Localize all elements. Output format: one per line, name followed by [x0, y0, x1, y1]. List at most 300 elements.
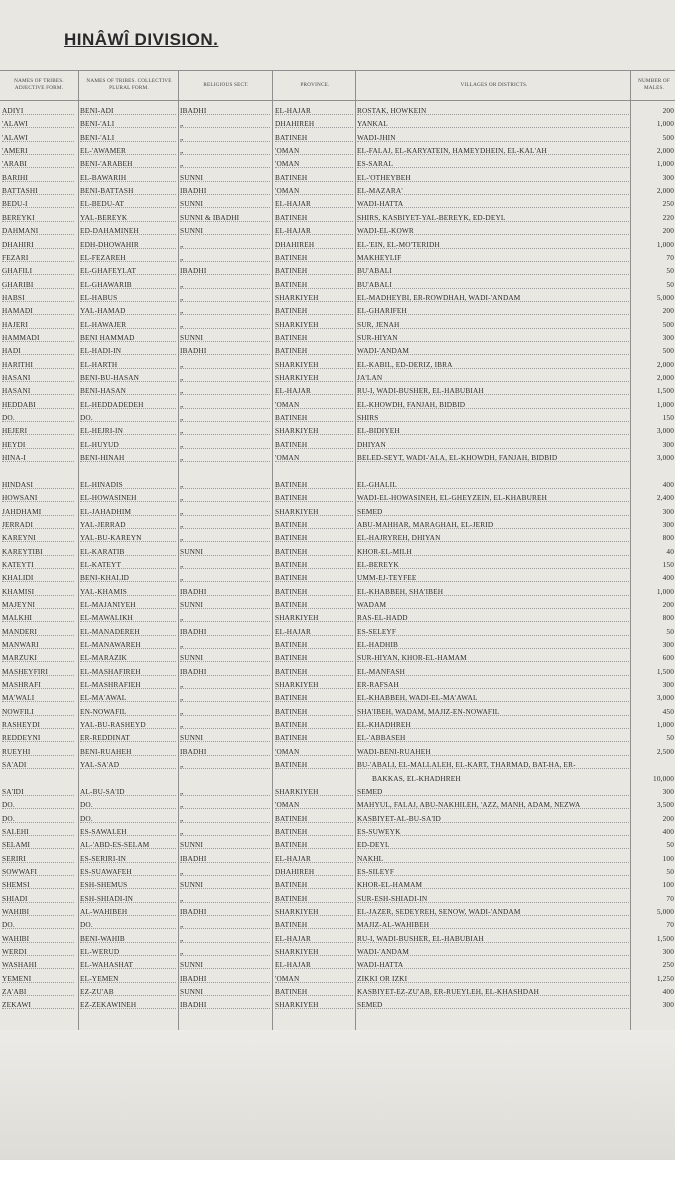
- cell-villages: MAKHEYLIF: [357, 251, 629, 262]
- cell-province: EL-HAJAR: [275, 384, 353, 395]
- cell-villages: UMM-EJ-TEYFEE: [357, 571, 629, 582]
- cell-province: EL-HAJAR: [275, 625, 353, 636]
- cell-province: 'OMAN: [275, 398, 353, 409]
- cell-adjective: JAHDHAMI: [2, 505, 74, 516]
- cell-adjective: 'ALAWI: [2, 117, 74, 128]
- cell-sect: „: [180, 384, 270, 395]
- cell-sect: „: [180, 705, 270, 716]
- cell-province: EL-HAJAR: [275, 104, 353, 115]
- cell-males: 400: [662, 573, 674, 583]
- cell-adjective: MARZUKI: [2, 651, 74, 662]
- cell-province: BATINEH: [275, 691, 353, 702]
- cell-plural: EL-JAHADHIM: [80, 505, 176, 516]
- cell-province: 'OMAN: [275, 451, 353, 462]
- table-row: [0, 625, 675, 639]
- cell-villages: BAKKAS, EL-KHADHREH: [372, 773, 461, 783]
- cell-province: 'OMAN: [275, 798, 353, 809]
- cell-sect: „: [180, 424, 270, 435]
- cell-sect: „: [180, 691, 270, 702]
- cell-males: 450: [662, 706, 674, 716]
- cell-males: 2,500: [656, 746, 674, 756]
- cell-province: BATINEH: [275, 131, 353, 142]
- cell-villages: WADI-HATTA: [357, 197, 629, 208]
- cell-adjective: BEDU-I: [2, 197, 74, 208]
- cell-adjective: HEDDABI: [2, 398, 74, 409]
- cell-villages: WADI-'ANDAM: [357, 344, 629, 355]
- cell-villages: SUR-HIYAN: [357, 331, 629, 342]
- cell-sect: „: [180, 411, 270, 422]
- cell-province: BATINEH: [275, 331, 353, 342]
- cell-sect: SUNNI: [180, 171, 270, 182]
- table-top-rule: [0, 70, 675, 71]
- cell-province: SHARKIYEH: [275, 611, 353, 622]
- cell-villages: WADI-EL-KOWR: [357, 224, 629, 235]
- cell-sect: „: [180, 131, 270, 142]
- table-row: [0, 892, 675, 906]
- table-row: [0, 424, 675, 438]
- table-row: [0, 384, 675, 398]
- cell-males: 1,250: [656, 973, 674, 983]
- cell-province: 'OMAN: [275, 972, 353, 983]
- cell-adjective: HARITHI: [2, 358, 74, 369]
- table-row: [0, 318, 675, 332]
- cell-adjective: SELAMI: [2, 838, 74, 849]
- cell-males: 800: [662, 613, 674, 623]
- cell-sect: SUNNI: [180, 878, 270, 889]
- cell-province: BATINEH: [275, 731, 353, 742]
- cell-adjective: HINDASI: [2, 478, 74, 489]
- cell-males: 3,000: [656, 426, 674, 436]
- cell-plural: BENI-'ALI: [80, 131, 176, 142]
- cell-province: BATINEH: [275, 251, 353, 262]
- cell-sect: „: [180, 785, 270, 796]
- header-sect: RELIGIOUS SECT.: [203, 82, 249, 88]
- cell-villages: ES-SILEYF: [357, 865, 629, 876]
- cell-province: DHAHIREH: [275, 117, 353, 128]
- table-row: [0, 758, 675, 772]
- table-row: [0, 358, 675, 372]
- cell-sect: „: [180, 251, 270, 262]
- cell-province: BATINEH: [275, 264, 353, 275]
- cell-plural: YAL-BU-KAREYN: [80, 531, 176, 542]
- cell-villages: SUR-HIYAN, KHOR-EL-HAMAM: [357, 651, 629, 662]
- cell-sect: „: [180, 918, 270, 929]
- cell-males: 2,000: [656, 146, 674, 156]
- table-row-continuation: [0, 772, 675, 786]
- cell-plural: ESH-SHEMUS: [80, 878, 176, 889]
- table-row: [0, 972, 675, 986]
- cell-plural: EL-MARAZIK: [80, 651, 176, 662]
- cell-males: 800: [662, 533, 674, 543]
- cell-villages: SHA'IBEH, WADAM, MAJIZ-EN-NOWAFIL: [357, 705, 629, 716]
- cell-sect: IBADHI: [180, 998, 270, 1009]
- cell-province: 'OMAN: [275, 184, 353, 195]
- cell-plural: EL-HEJRI-IN: [80, 424, 176, 435]
- cell-province: BATINEH: [275, 892, 353, 903]
- table-row: [0, 918, 675, 932]
- cell-males: 50: [666, 733, 674, 743]
- cell-adjective: DO.: [2, 918, 74, 929]
- header-villages: VILLAGES OR DISTRICTS.: [460, 82, 528, 88]
- cell-villages: EL-HAJRYREH, DHIYAN: [357, 531, 629, 542]
- cell-sect: „: [180, 611, 270, 622]
- cell-plural: DO.: [80, 812, 176, 823]
- cell-province: BATINEH: [275, 598, 353, 609]
- cell-sect: IBADHI: [180, 852, 270, 863]
- cell-sect: IBADHI: [180, 264, 270, 275]
- cell-villages: WADAM: [357, 598, 629, 609]
- cell-villages: EL-BIDIYEH: [357, 424, 629, 435]
- cell-adjective: SERIRI: [2, 852, 74, 863]
- cell-province: BATINEH: [275, 531, 353, 542]
- cell-males: 200: [662, 226, 674, 236]
- table-row: [0, 464, 675, 478]
- cell-villages: EL-'ABBASEH: [357, 731, 629, 742]
- cell-plural: BENI-RUAHEH: [80, 745, 176, 756]
- cell-province: BATINEH: [275, 171, 353, 182]
- cell-province: 'OMAN: [275, 745, 353, 756]
- table-row: [0, 878, 675, 892]
- table-row: [0, 211, 675, 225]
- cell-villages: SEMED: [357, 998, 629, 1009]
- cell-sect: SUNNI: [180, 331, 270, 342]
- cell-plural: EL-MASHAFIREH: [80, 665, 176, 676]
- cell-province: BATINEH: [275, 558, 353, 569]
- cell-plural: EZ-ZEKAWINEH: [80, 998, 176, 1009]
- table-row: [0, 598, 675, 612]
- cell-villages: WADI-HATTA: [357, 958, 629, 969]
- cell-province: BATINEH: [275, 718, 353, 729]
- cell-villages: KASBIYET-AL-BU-SA'ID: [357, 812, 629, 823]
- cell-adjective: HAJERI: [2, 318, 74, 329]
- cell-males: 100: [662, 853, 674, 863]
- cell-males: 70: [666, 893, 674, 903]
- cell-province: SHARKIYEH: [275, 678, 353, 689]
- cell-adjective: 'ALAWI: [2, 131, 74, 142]
- cell-province: BATINEH: [275, 638, 353, 649]
- cell-males: 70: [666, 920, 674, 930]
- cell-males: 2,400: [656, 493, 674, 503]
- cell-sect: IBADHI: [180, 184, 270, 195]
- cell-sect: „: [180, 571, 270, 582]
- cell-villages: EL-FALAJ, EL-KARYATEIN, HAMEYDHEIN, EL-KAL'AH: [357, 144, 629, 155]
- cell-plural: EL-MAJANIYEH: [80, 598, 176, 609]
- cell-adjective: MANWARI: [2, 638, 74, 649]
- cell-villages: ABU-MAHHAR, MARAGHAH, EL-JERID: [357, 518, 629, 529]
- cell-plural: EN-NOWAFIL: [80, 705, 176, 716]
- table-row: [0, 812, 675, 826]
- cell-sect: SUNNI: [180, 197, 270, 208]
- cell-males: 200: [662, 813, 674, 823]
- cell-sect: „: [180, 518, 270, 529]
- table-row: [0, 731, 675, 745]
- cell-province: BATINEH: [275, 211, 353, 222]
- cell-province: BATINEH: [275, 705, 353, 716]
- cell-males: 300: [662, 332, 674, 342]
- table-row: [0, 238, 675, 252]
- table-row: [0, 571, 675, 585]
- cell-sect: „: [180, 932, 270, 943]
- cell-villages: ED-DEYL: [357, 838, 629, 849]
- cell-villages: EL-KHOWDH, FANJAH, BIDBID: [357, 398, 629, 409]
- cell-males: 300: [662, 172, 674, 182]
- cell-sect: SUNNI: [180, 545, 270, 556]
- cell-adjective: HAMMADI: [2, 331, 74, 342]
- cell-plural: EL-YEMEN: [80, 972, 176, 983]
- cell-males: 300: [662, 506, 674, 516]
- table-row: [0, 705, 675, 719]
- cell-males: 200: [662, 306, 674, 316]
- cell-plural: YAL-BEREYK: [80, 211, 176, 222]
- cell-villages: EL-GHARIFEH: [357, 304, 629, 315]
- cell-province: BATINEH: [275, 438, 353, 449]
- cell-adjective: HABSI: [2, 291, 74, 302]
- table-row: [0, 545, 675, 559]
- cell-males: 100: [662, 880, 674, 890]
- cell-adjective: JERRADI: [2, 518, 74, 529]
- table-row: [0, 131, 675, 145]
- cell-males: 300: [662, 1000, 674, 1010]
- cell-plural: EL-HARTH: [80, 358, 176, 369]
- cell-sect: SUNNI: [180, 598, 270, 609]
- cell-adjective: SHIADI: [2, 892, 74, 903]
- cell-adjective: DAHMANI: [2, 224, 74, 235]
- cell-villages: RU-I, WADI-BUSHER, EL-HABUBIAH: [357, 384, 629, 395]
- cell-plural: EL-HABUS: [80, 291, 176, 302]
- cell-villages: BU-'ABALI, EL-MALLALEH, EL-KART, THARMAD, BAT-HA, ER-: [357, 758, 629, 769]
- cell-villages: SEMED: [357, 505, 629, 516]
- cell-sect: „: [180, 531, 270, 542]
- cell-plural: EDH-DHOWAHIR: [80, 238, 176, 249]
- cell-villages: EL-MAZARA': [357, 184, 629, 195]
- cell-sect: IBADHI: [180, 972, 270, 983]
- table-row: [0, 785, 675, 799]
- cell-sect: „: [180, 358, 270, 369]
- cell-province: BATINEH: [275, 571, 353, 582]
- cell-villages: MAHYUL, FALAJ, ABU-NAKHILEH, 'AZZ, MANH, ADAM, NEZWA: [357, 798, 629, 809]
- table-row: [0, 264, 675, 278]
- cell-province: SHARKIYEH: [275, 371, 353, 382]
- cell-sect: „: [180, 812, 270, 823]
- cell-males: 1,000: [656, 119, 674, 129]
- cell-villages: EL-'OTHEYBEH: [357, 171, 629, 182]
- cell-sect: SUNNI: [180, 838, 270, 849]
- cell-males: 70: [666, 252, 674, 262]
- cell-males: 10,000: [653, 773, 674, 783]
- cell-sect: SUNNI: [180, 731, 270, 742]
- table-row: [0, 171, 675, 185]
- cell-plural: EL-MASHRAFIEH: [80, 678, 176, 689]
- table-row: [0, 398, 675, 412]
- cell-adjective: FEZARI: [2, 251, 74, 262]
- cell-males: 300: [662, 947, 674, 957]
- cell-villages: YANKAL: [357, 117, 629, 128]
- table-row: [0, 344, 675, 358]
- cell-males: 2,000: [656, 373, 674, 382]
- header-adjective: NAMES OF TRIBES. ADJECTIVE FORM.: [14, 78, 64, 91]
- cell-province: 'OMAN: [275, 144, 353, 155]
- table-row: [0, 718, 675, 732]
- cell-plural: YAL-BU-RASHEYD: [80, 718, 176, 729]
- cell-adjective: DO.: [2, 798, 74, 809]
- cell-villages: BELED-SEYT, WADI-'ALA, EL-KHOWDH, FANJAH, BIDBID: [357, 451, 629, 462]
- cell-plural: BENI-WAHIB: [80, 932, 176, 943]
- cell-males: 3,500: [656, 800, 674, 810]
- cell-sect: „: [180, 117, 270, 128]
- table-row: [0, 585, 675, 599]
- cell-males: 1,000: [656, 586, 674, 596]
- table-row: [0, 224, 675, 238]
- cell-males: 200: [662, 106, 674, 115]
- cell-adjective: 'AMERI: [2, 144, 74, 155]
- cell-adjective: KAREYNI: [2, 531, 74, 542]
- table-row: [0, 611, 675, 625]
- cell-villages: EL-KHADHREH: [357, 718, 629, 729]
- cell-plural: EL-MANAWAREH: [80, 638, 176, 649]
- cell-adjective: MA'WALI: [2, 691, 74, 702]
- cell-province: BATINEH: [275, 758, 353, 769]
- cell-sect: IBADHI: [180, 905, 270, 916]
- cell-males: 500: [662, 132, 674, 142]
- table-row: [0, 998, 675, 1012]
- header-province: PROVINCE.: [300, 82, 330, 88]
- cell-villages: ES-SARAL: [357, 157, 629, 168]
- table-row: [0, 665, 675, 679]
- cell-sect: „: [180, 238, 270, 249]
- cell-villages: EL-KHABBEH, SHA'IBEH: [357, 585, 629, 596]
- cell-males: 300: [662, 680, 674, 690]
- cell-males: 250: [662, 960, 674, 970]
- cell-plural: EL-HEDDADEDEH: [80, 398, 176, 409]
- cell-plural: YAL-HAMAD: [80, 304, 176, 315]
- cell-villages: KHOR-EL-HAMAM: [357, 878, 629, 889]
- cell-sect: „: [180, 318, 270, 329]
- cell-sect: „: [180, 304, 270, 315]
- cell-plural: EL-HAWAJER: [80, 318, 176, 329]
- cell-adjective: DO.: [2, 812, 74, 823]
- cell-adjective: HEJERI: [2, 424, 74, 435]
- cell-sect: „: [180, 558, 270, 569]
- cell-plural: BENI-BU-HASAN: [80, 371, 176, 382]
- table-row: [0, 638, 675, 652]
- cell-province: SHARKIYEH: [275, 945, 353, 956]
- page-fold-area: [0, 1030, 675, 1160]
- cell-males: 1,000: [656, 399, 674, 409]
- table-row: [0, 157, 675, 171]
- cell-sect: „: [180, 278, 270, 289]
- cell-adjective: DO.: [2, 411, 74, 422]
- table-row: [0, 691, 675, 705]
- cell-males: 1,000: [656, 720, 674, 730]
- cell-plural: AL-'ABD-ES-SELAM: [80, 838, 176, 849]
- table-row: [0, 291, 675, 305]
- cell-adjective: MALKHI: [2, 611, 74, 622]
- cell-province: BATINEH: [275, 411, 353, 422]
- table-row: [0, 304, 675, 318]
- cell-villages: EL-MADHEYBI, ER-ROWDHAH, WADI-'ANDAM: [357, 291, 629, 302]
- cell-sect: „: [180, 478, 270, 489]
- cell-villages: KASBIYET-EZ-ZU'AB, ER-RUEYLEH, EL-KHASHDAH: [357, 985, 629, 996]
- cell-plural: DO.: [80, 798, 176, 809]
- cell-sect: „: [180, 892, 270, 903]
- cell-plural: EL-WERUD: [80, 945, 176, 956]
- table-row: [0, 117, 675, 131]
- cell-villages: WADI-JHIN: [357, 131, 629, 142]
- cell-villages: SEMED: [357, 785, 629, 796]
- header-males: NUMBER OF MALES.: [638, 78, 670, 91]
- cell-villages: NAKHL: [357, 852, 629, 863]
- cell-adjective: RUEYHI: [2, 745, 74, 756]
- cell-adjective: KHAMISI: [2, 585, 74, 596]
- table-row: [0, 184, 675, 198]
- cell-plural: EL-KARATIB: [80, 545, 176, 556]
- table-row: [0, 838, 675, 852]
- cell-villages: RAS-EL-HADD: [357, 611, 629, 622]
- table-row: [0, 251, 675, 265]
- cell-adjective: ADIYI: [2, 104, 74, 115]
- cell-plural: EL-GHAFEYLAT: [80, 264, 176, 275]
- cell-males: 2,000: [656, 359, 674, 369]
- table-row: [0, 958, 675, 972]
- table-row: [0, 985, 675, 999]
- cell-sect: SUNNI: [180, 958, 270, 969]
- cell-males: 1,500: [656, 933, 674, 943]
- table-row: [0, 905, 675, 919]
- cell-villages: DHIYAN: [357, 438, 629, 449]
- cell-sect: IBADHI: [180, 745, 270, 756]
- cell-adjective: SA'IDI: [2, 785, 74, 796]
- cell-plural: ES-SUAWAFEH: [80, 865, 176, 876]
- table-row: [0, 197, 675, 211]
- cell-adjective: HINA-I: [2, 451, 74, 462]
- cell-province: 'OMAN: [275, 157, 353, 168]
- cell-sect: „: [180, 945, 270, 956]
- cell-adjective: SOWWAFI: [2, 865, 74, 876]
- cell-plural: YAL-KHAMIS: [80, 585, 176, 596]
- cell-province: BATINEH: [275, 838, 353, 849]
- table-row: [0, 825, 675, 839]
- cell-province: SHARKIYEH: [275, 424, 353, 435]
- cell-adjective: MAJEYNI: [2, 598, 74, 609]
- cell-plural: BENI HAMMAD: [80, 331, 176, 342]
- cell-villages: WADI-BENI-RUAHEH: [357, 745, 629, 756]
- cell-province: SHARKIYEH: [275, 291, 353, 302]
- cell-adjective: YEMENI: [2, 972, 74, 983]
- cell-males: 1,500: [656, 666, 674, 676]
- cell-villages: ES-SELEYF: [357, 625, 629, 636]
- cell-males: 50: [666, 626, 674, 636]
- cell-sect: IBADHI: [180, 344, 270, 355]
- cell-sect: SUNNI & IBADHI: [180, 211, 270, 222]
- cell-villages: EL-HADHIB: [357, 638, 629, 649]
- cell-males: 400: [662, 479, 674, 489]
- cell-province: SHARKIYEH: [275, 358, 353, 369]
- cell-adjective: HASANI: [2, 371, 74, 382]
- cell-plural: EL-MAWALIKH: [80, 611, 176, 622]
- cell-plural: EL-MA'AWAL: [80, 691, 176, 702]
- cell-province: SHARKIYEH: [275, 505, 353, 516]
- cell-adjective: MASHRAFI: [2, 678, 74, 689]
- cell-adjective: WASHAHI: [2, 958, 74, 969]
- cell-plural: EL-FEZAREH: [80, 251, 176, 262]
- cell-adjective: KATEYTI: [2, 558, 74, 569]
- table-row: [0, 144, 675, 158]
- cell-villages: EL-KHABBEH, WADI-EL-MA'AWAL: [357, 691, 629, 702]
- cell-plural: BENI-KHALID: [80, 571, 176, 582]
- cell-province: BATINEH: [275, 878, 353, 889]
- cell-plural: DO.: [80, 918, 176, 929]
- cell-males: 300: [662, 519, 674, 529]
